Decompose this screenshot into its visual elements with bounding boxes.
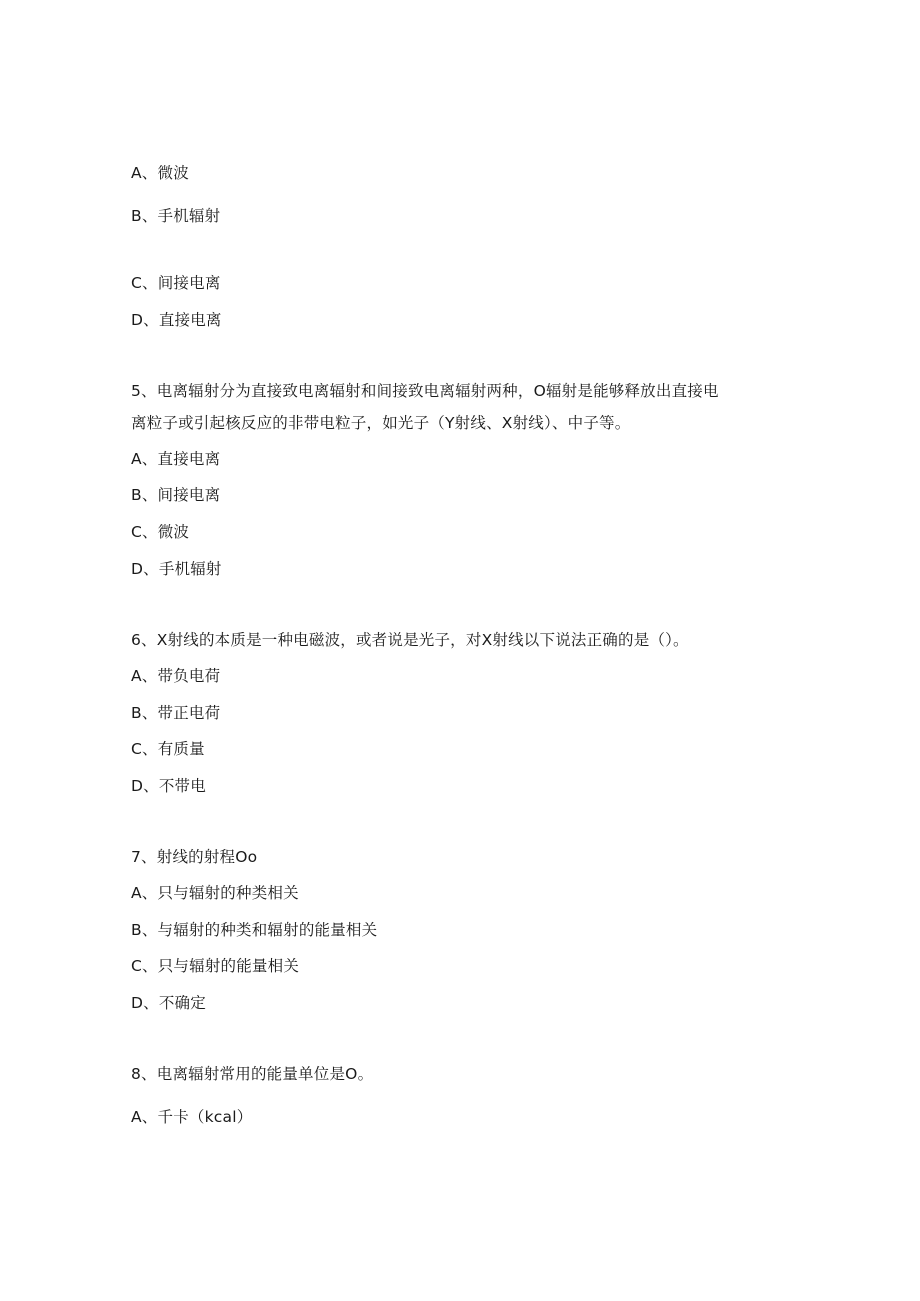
q6-option-d: D、不带电 [131, 777, 206, 795]
q6-question: 6、X射线的本质是一种电磁波，或者说是光子，对X射线以下说法正确的是（）。 [131, 631, 689, 649]
q5-question-line2: 离粒子或引起核反应的非带电粒子，如光子（Y射线、X射线）、中子等。 [131, 414, 631, 432]
q4-option-a: A、微波 [131, 164, 189, 182]
q8-option-a: A、千卡（kcal） [131, 1108, 253, 1126]
q5-option-c: C、微波 [131, 523, 190, 541]
q5-option-b: B、间接电离 [131, 486, 221, 504]
q8-question: 8、电离辐射常用的能量单位是O。 [131, 1065, 374, 1083]
q6-option-c: C、有质量 [131, 740, 205, 758]
q7-option-a: A、只与辐射的种类相关 [131, 884, 299, 902]
q7-option-c: C、只与辐射的能量相关 [131, 957, 300, 975]
q5-question-line1: 5、电离辐射分为直接致电离辐射和间接致电离辐射两种，O辐射是能够释放出直接电 [131, 382, 719, 400]
q5-option-a: A、直接电离 [131, 450, 221, 468]
q6-option-b: B、带正电荷 [131, 704, 221, 722]
q4-option-b: B、手机辐射 [131, 207, 221, 225]
q7-question: 7、射线的射程Oo [131, 848, 258, 866]
q7-option-b: B、与辐射的种类和辐射的能量相关 [131, 921, 378, 939]
q7-option-d: D、不确定 [131, 994, 206, 1012]
q6-option-a: A、带负电荷 [131, 667, 221, 685]
q5-option-d: D、手机辐射 [131, 560, 222, 578]
q4-option-c: C、间接电离 [131, 274, 221, 292]
q4-option-d: D、直接电离 [131, 311, 222, 329]
